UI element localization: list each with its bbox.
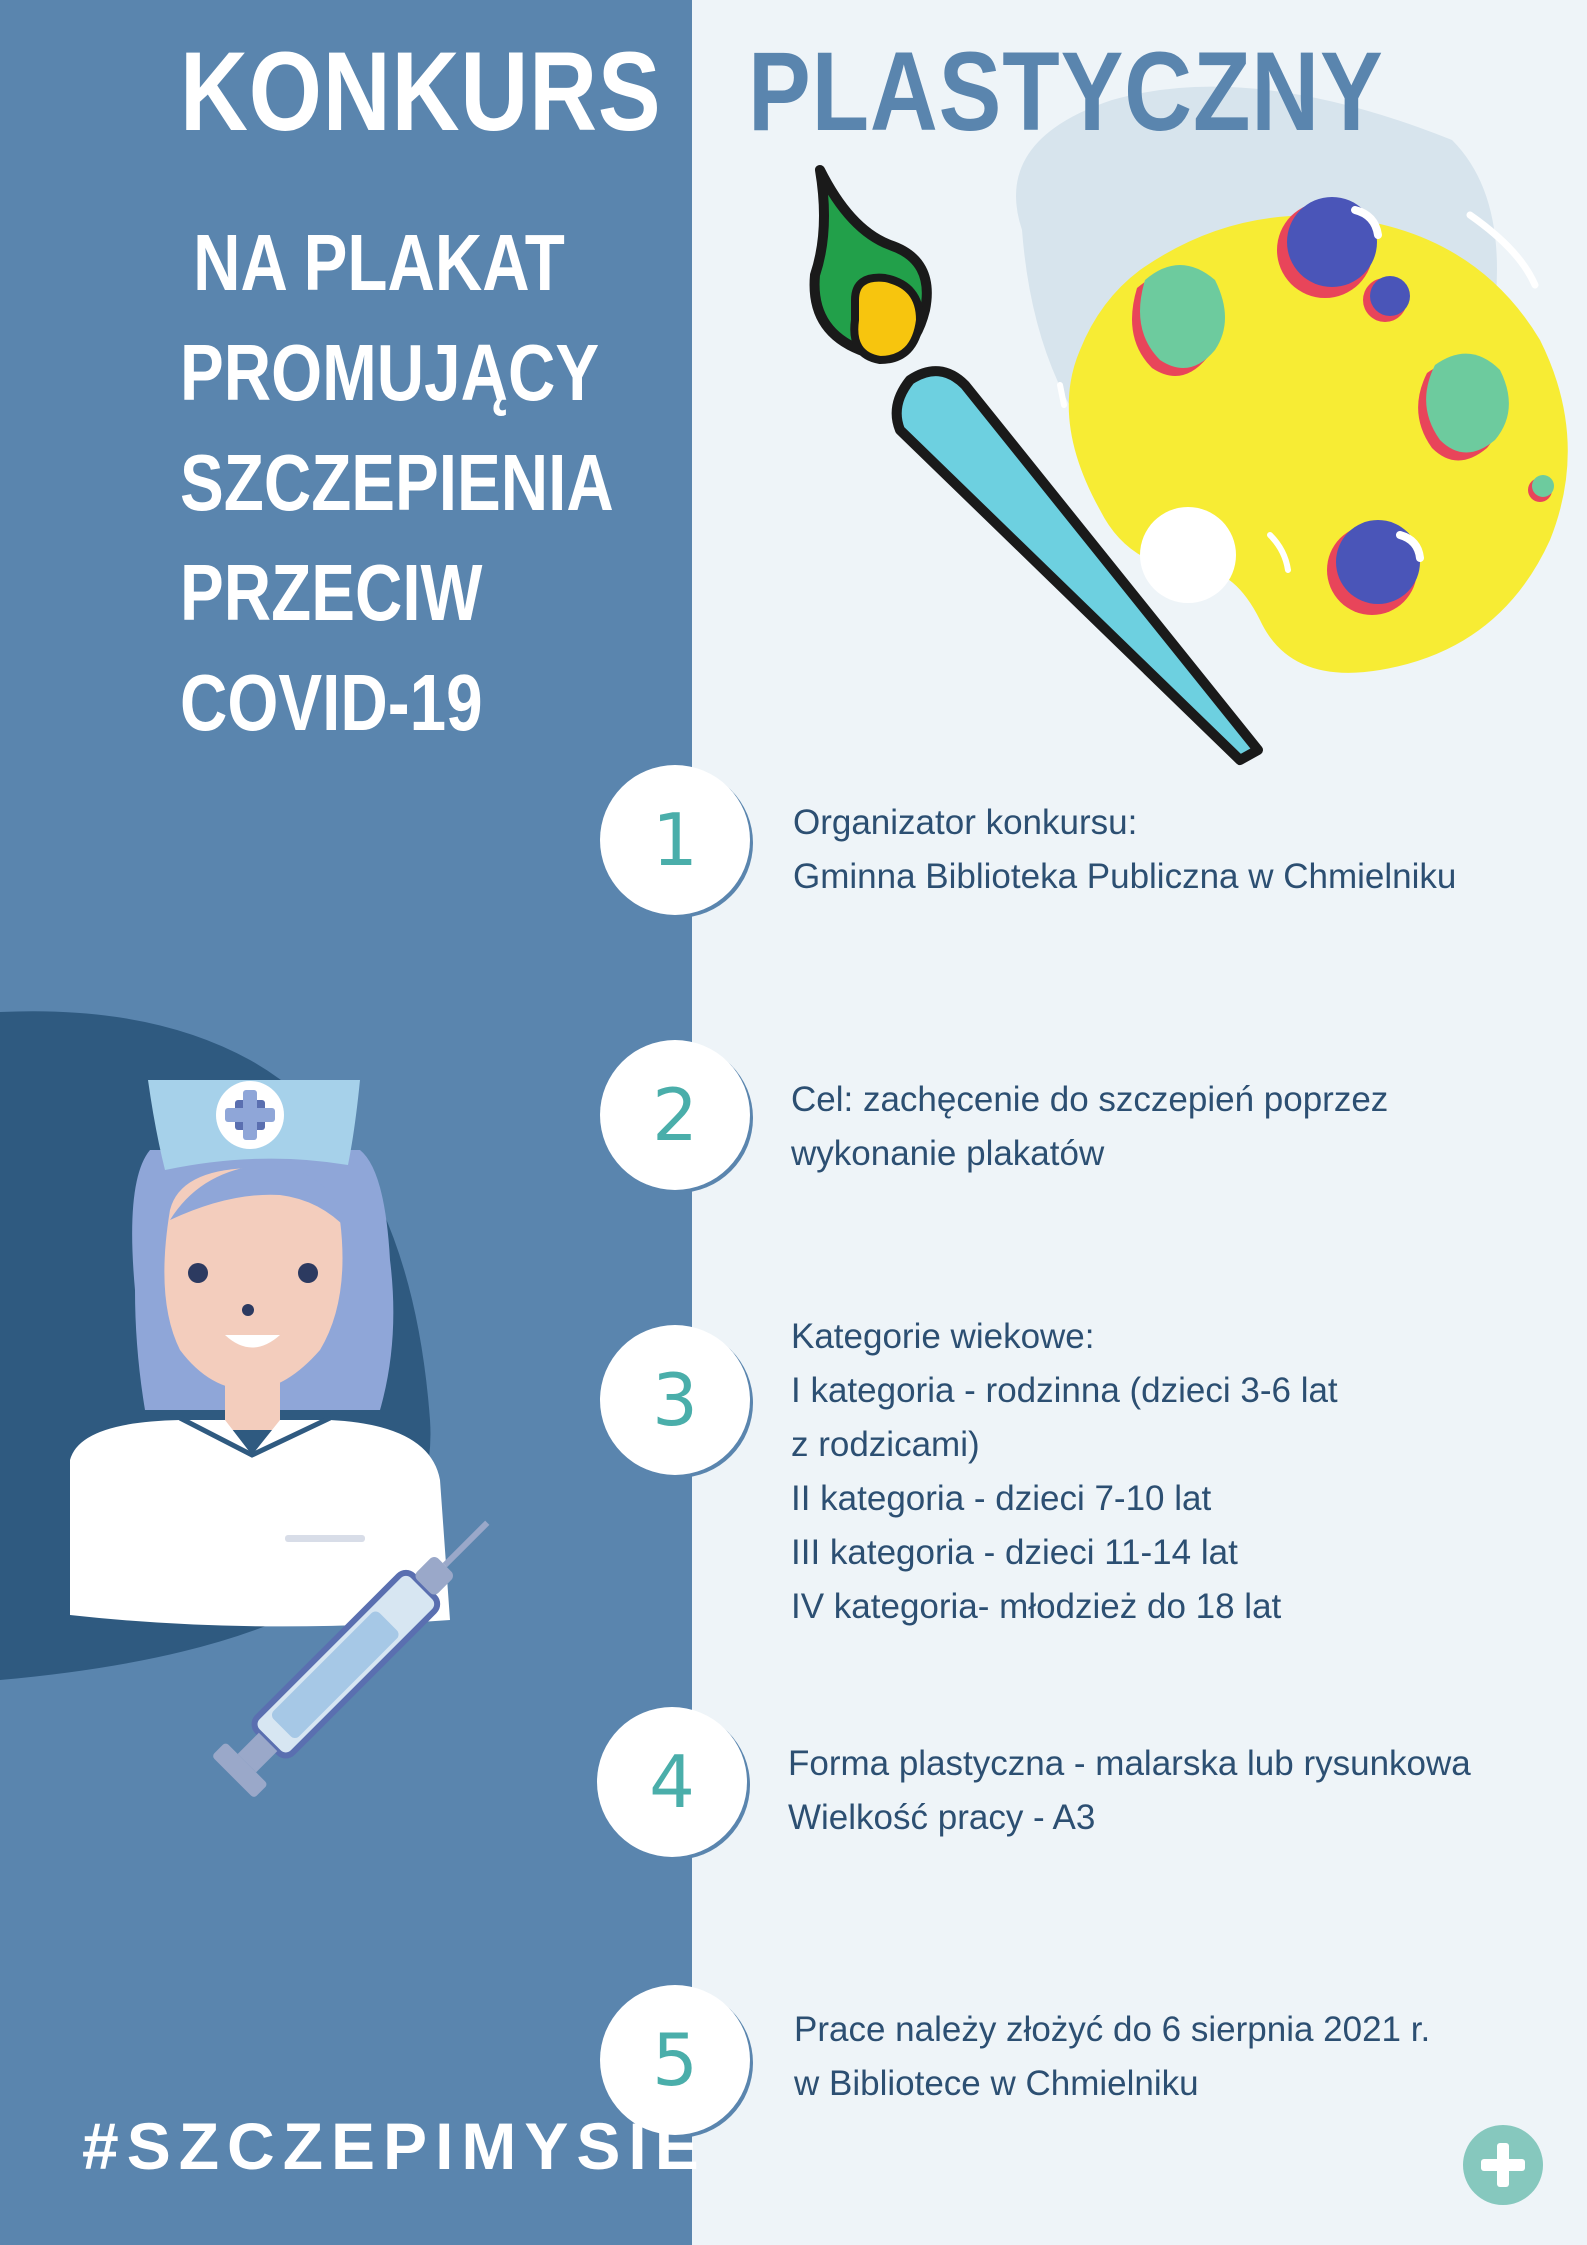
step-text-4 <box>788 1737 1471 1845</box>
step-line: II kategoria - dzieci 7-10 lat <box>791 1479 1212 1518</box>
subtitle-line: PRZECIW <box>180 548 483 637</box>
step-line: Prace należy złożyć do 6 sierpnia 2021 r. <box>794 2010 1431 2049</box>
step-line: Forma plastyczna - malarska lub rysunkowa <box>788 1744 1471 1783</box>
syringe-icon <box>190 1480 530 1820</box>
step-line: w Bibliotece w Chmielniku <box>794 2064 1199 2103</box>
step-line: Gminna Biblioteka Publiczna w Chmielniku <box>793 857 1457 896</box>
step-text-3 <box>791 1310 1338 1634</box>
step-number-4: 4 <box>597 1707 747 1857</box>
subtitle <box>180 208 614 758</box>
step-line: Organizator konkursu: <box>793 803 1138 842</box>
step-text-2 <box>791 1073 1388 1181</box>
step-text-5 <box>794 2003 1430 2111</box>
step-line: IV kategoria- młodzież do 18 lat <box>791 1587 1282 1626</box>
hashtag: #SZCZEPIMYSIE <box>82 2109 707 2183</box>
plus-icon <box>1463 2125 1543 2205</box>
step-line: wykonanie plakatów <box>791 1134 1105 1173</box>
step-line: III kategoria - dzieci 11-14 lat <box>791 1533 1238 1572</box>
title-plastyczny: PLASTYCZNY <box>748 29 1384 154</box>
step-line: I kategoria - rodzinna (dzieci 3-6 lat <box>791 1371 1338 1410</box>
step-line: Cel: zachęcenie do szczepień poprzez <box>791 1080 1389 1119</box>
subtitle-line: SZCZEPIENIA <box>180 438 614 527</box>
subtitle-line: COVID-19 <box>180 658 483 747</box>
step-number-5: 5 <box>600 1985 750 2135</box>
step-line: z rodzicami) <box>791 1425 980 1464</box>
step-number-3: 3 <box>600 1325 750 1475</box>
subtitle-line: PROMUJĄCY <box>180 328 600 417</box>
step-line: Kategorie wiekowe: <box>791 1317 1095 1356</box>
step-text-1 <box>793 796 1456 904</box>
palette-icon <box>1020 190 1580 710</box>
step-line: Wielkość pracy - A3 <box>788 1798 1096 1837</box>
title-konkurs: KONKURS <box>180 29 662 154</box>
step-number-1: 1 <box>600 765 750 915</box>
subtitle-line: NA PLAKAT <box>193 218 565 307</box>
step-number-2: 2 <box>600 1040 750 1190</box>
